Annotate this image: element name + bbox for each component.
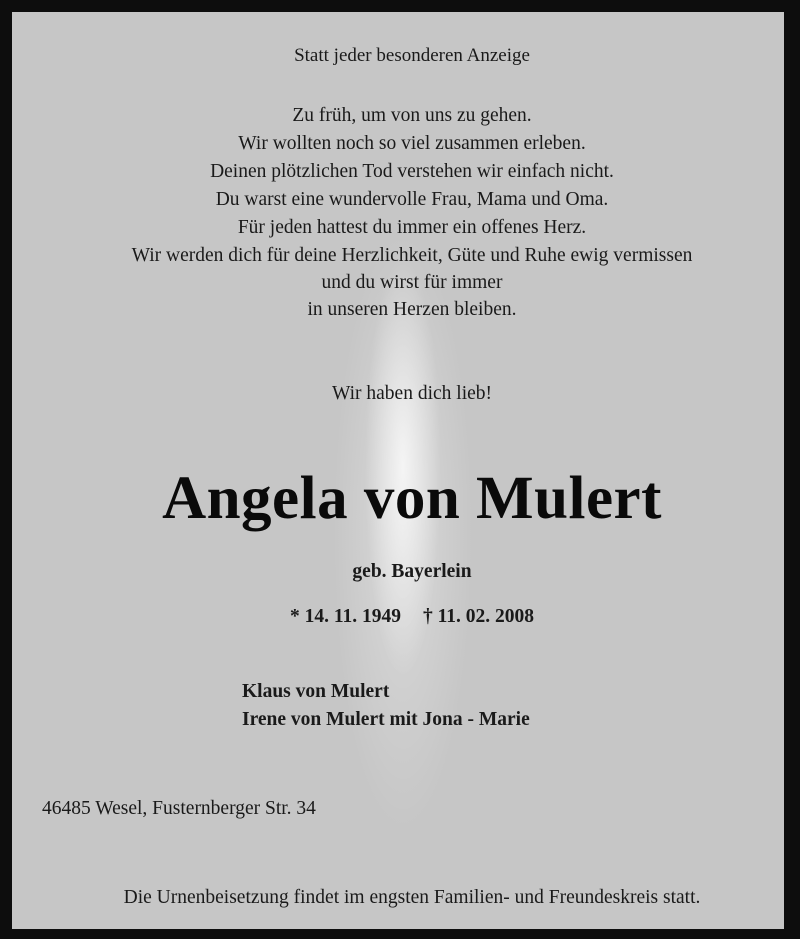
life-dates <box>12 604 800 630</box>
birth-date: * 14. 11. 1949 <box>289 606 401 627</box>
notice-heading: Statt jeder besonderen Anzeige <box>294 45 530 66</box>
poem-line: Für jeden hattest du immer ein offenes Herz. <box>237 217 587 238</box>
death-date: † 11. 02. 2008 <box>423 606 535 627</box>
deceased-name: Angela von Mulert <box>162 465 662 532</box>
poem-line: und du wirst für immer <box>321 272 503 293</box>
poem-line: Wir werden dich für deine Herzlichkeit, Güte und Ruhe ewig vermissen <box>131 245 693 266</box>
poem-line: Zu früh, um von uns zu gehen. <box>292 105 532 126</box>
funeral-note: Die Urnenbeisetzung findet im engsten Familien- und Freundeskreis statt. <box>123 887 701 908</box>
poem-line: in unseren Herzen bleiben. <box>307 299 517 320</box>
mourner-name: Irene von Mulert mit Jona - Marie <box>242 709 530 730</box>
love-line: Wir haben dich lieb! <box>331 383 493 404</box>
poem-line: Du warst eine wundervolle Frau, Mama und Oma. <box>215 189 609 210</box>
maiden-name: geb. Bayerlein <box>352 561 472 582</box>
mourner-name: Klaus von Mulert <box>242 681 390 702</box>
poem-line: Deinen plötzlichen Tod verstehen wir einfach nicht. <box>210 161 614 182</box>
poem-line: Wir wollten noch so viel zusammen erleben. <box>238 133 586 154</box>
address: 46485 Wesel, Fusternberger Str. 34 <box>42 798 316 819</box>
